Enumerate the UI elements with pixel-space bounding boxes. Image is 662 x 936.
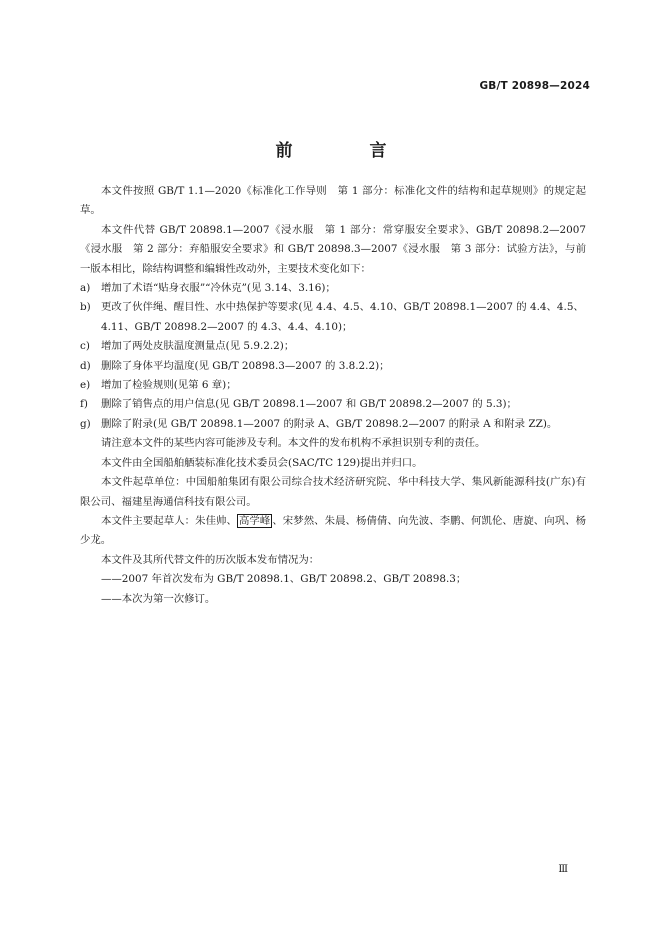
paragraph-drafting-rules: 本文件按照 GB/T 1.1—2020《标准化工作导则 第 1 部分：标准化文件的结构和起草规则》的规定起草。 (80, 185, 586, 217)
list-item (80, 415, 586, 434)
list-marker: d) (80, 359, 91, 372)
patent-notice: 请注意本文件的某些内容可能涉及专利。本文件的发布机构不承担识别专利的责任。 (101, 437, 486, 450)
list-item (80, 357, 586, 376)
drafters (80, 512, 586, 551)
proposed-by: 本文件由全国船舶舾装标准化技术委员会(SAC/TC 129)提出并归口。 (101, 456, 423, 469)
list-item-text: 删除了销售点的用户信息(见 GB/T 20898.1—2007 和 GB/T 20898.2—2007 的 5.3)； (101, 398, 517, 411)
list-item (80, 337, 586, 356)
list-marker: a) (80, 282, 91, 295)
drafters-prefix: 本文件主要起草人：朱佳帅、 (101, 514, 237, 527)
list-item-text: 增加了术语“贴身衣服”“冷休克”(见 3.14、3.16)； (101, 282, 336, 295)
list-item (80, 279, 586, 298)
list-item-text: 更改了伙伴绳、醒目性、水中热保护等要求(见 4.4、4.5、4.10、GB/T 20898.1—2007 的 4.4、4.5、4.11、GB/T 20898.2—2007 的 4.3、4.4、4.10)； (101, 301, 584, 333)
list-marker: e) (80, 379, 91, 392)
paragraph-replaces: 本文件代替 GB/T 20898.1—2007《浸水服 第 1 部分：常穿服安全要求》、GB/T 20898.2—2007《浸水服 第 2 部分：弃船服安全要求》和 GB/T 20898.3—2007《浸水服 第 3 部分：试验方法》，与前一版本相比，除结构调整和编辑性改动外，主要技术变化如下： (80, 223, 586, 275)
list-item-text: 增加了两处皮肤温度测量点(见 5.9.2.2)； (101, 340, 295, 353)
list-marker: b) (80, 301, 91, 314)
page-title: 前 言 (275, 141, 417, 161)
history-item: ——2007 年首次发布为 GB/T 20898.1、GB/T 20898.2、GB/T 20898.3； (101, 573, 467, 586)
list-item (80, 376, 586, 395)
history-item: ——本次为第一次修订。 (101, 592, 216, 605)
highlighted-name: 高学峰 (238, 514, 271, 527)
list-item-text: 删除了身体平均温度(见 GB/T 20898.3—2007 的 3.8.2.2)； (101, 359, 390, 372)
list-marker: g) (80, 417, 91, 430)
list-item-text: 增加了检验规则(见第 6 章)； (101, 379, 237, 392)
list-item (80, 298, 586, 337)
history-intro: 本文件及其所代替文件的历次版本发布情况为： (101, 553, 320, 566)
standard-code: GB/T 20898—2024 (479, 80, 590, 92)
list-item (80, 395, 586, 414)
list-item-text: 删除了附录(见 GB/T 20898.1—2007 的附录 A、GB/T 20898.2—2007 的附录 A 和附录 ZZ)。 (101, 417, 558, 430)
drafters-suffix: 、宋梦然、朱晨、杨倩倩、向先波、李鹏、何凯伦、唐旋、向巩、杨少龙。 (80, 514, 586, 547)
list-marker: c) (80, 340, 90, 353)
drafting-units: 本文件起草单位：中国船舶集团有限公司综合技术经济研究院、华中科技大学、集风新能源科技(广东)有限公司、福建星海通信科技有限公司。 (80, 476, 586, 508)
list-marker: f) (80, 398, 88, 411)
page-number: Ⅲ (558, 864, 568, 875)
foreword-body (80, 182, 586, 609)
changes-list (80, 279, 586, 434)
